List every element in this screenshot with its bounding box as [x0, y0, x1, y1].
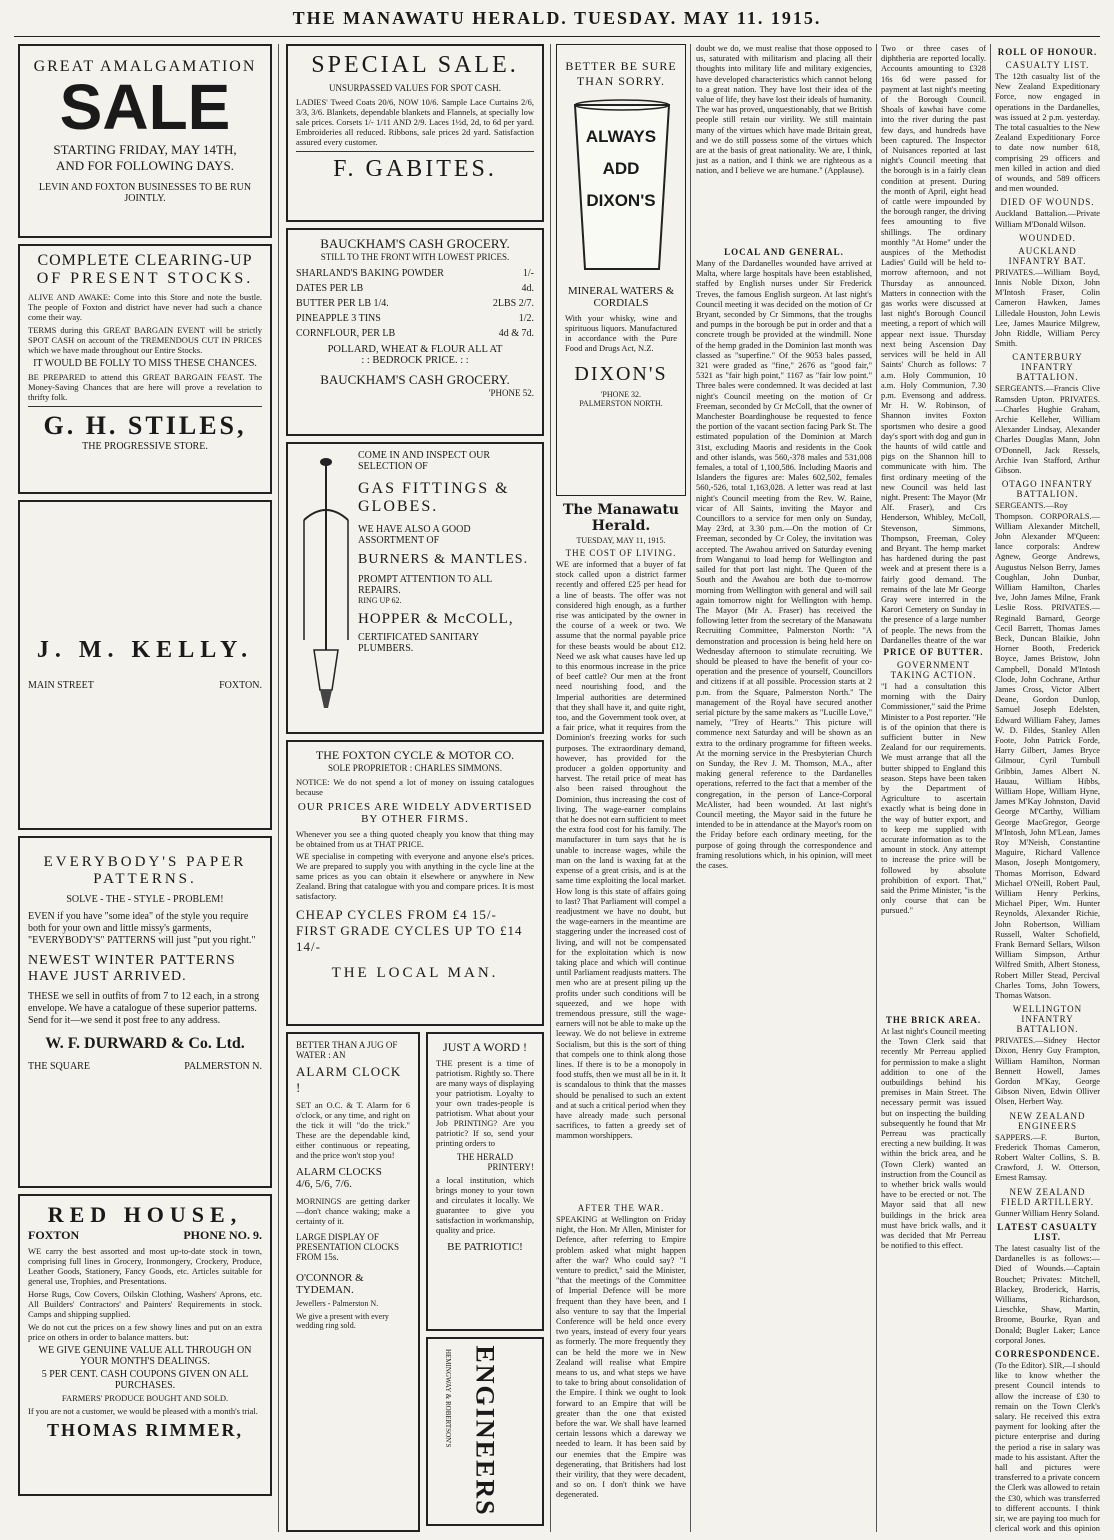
cycle-p2: OUR PRICES ARE WIDELY ADVERTISED BY OTHER FIRMS.	[297, 801, 533, 825]
gabites-name: F. GABITES.	[333, 156, 497, 182]
redhouse-left: FOXTON	[28, 1228, 80, 1242]
cycle-p1: NOTICE: We do not spend a lot of money on issuing catalogues because	[296, 777, 534, 797]
redhouse-h1: RED HOUSE,	[47, 1202, 243, 1227]
dixon-p1: With your whisky, wine and spirituous liquors. Manufactured in accordance with the Pure Food and Drugs Act, N.Z.	[565, 313, 677, 353]
cycle-h2: SOLE PROPRIETOR : CHARLES SIMMONS.	[327, 763, 503, 773]
local-general-heading: LOCAL AND GENERAL.	[724, 247, 844, 257]
correspondence-heading: CORRESPONDENCE.	[995, 1348, 1100, 1359]
price-item-label: DATES PER LB	[296, 283, 364, 294]
cycle-h3: CHEAP CYCLES FROM £4 15/-	[296, 907, 497, 922]
clock-l3: We give a present with every wedding ring sold.	[296, 1312, 389, 1330]
ad-sale	[18, 44, 272, 238]
word-h2: THE HERALD	[456, 1152, 514, 1162]
bauckham-p2: : : BEDROCK PRICE. : :	[361, 355, 469, 366]
sale-line2: STARTING FRIDAY, MAY 14TH,	[53, 142, 237, 157]
gas-lamp-icon	[296, 450, 358, 726]
engineers-name: HEMINGWAY & ROBERTSON'S	[444, 1348, 452, 1448]
ad-hopper	[286, 442, 544, 734]
after-war-heading: AFTER THE WAR.	[577, 1203, 665, 1213]
bauckham-price-item	[296, 266, 534, 281]
correspondence-text: (To the Editor). SIR,—I should like to know whether the present Council intends to allow the increase of £30 to remain on the Town Clerk's salary. He received this extra payment for looking after the picture enterprise and during the period a rise in salary was made to his assistant. After the hall and pictures were transferred to a private concern the Clerk was allowed to retain the £30, which was transferred to different accounts. I think sir, we are paying too much for clerical work and this opinion	[995, 1360, 1100, 1534]
butter-subheading: GOVERNMENT TAKING ACTION.	[890, 660, 977, 680]
hopper-l3: WE HAVE ALSO A GOOD ASSORTMENT OF	[358, 524, 471, 546]
auckland-heading: AUCKLAND INFANTRY BAT.	[1008, 245, 1087, 266]
stiles-p2: TERMS during this GREAT BARGAIN EVENT will be strictly SPOT CASH on account of the TREMENDOUS CUT IN PRICES which we have made throughout our Entire Stocks.	[28, 325, 262, 355]
price-item-value: 1/2.	[518, 313, 534, 324]
bauckham-h2: STILL TO THE FRONT WITH LOWEST PRICES.	[320, 252, 510, 262]
engineers-heading: NEW ZEALAND ENGINEERS	[1009, 1110, 1086, 1131]
ad-row-bottom	[286, 1032, 544, 1532]
price-item-value: 1/-	[522, 268, 534, 279]
column-rule	[690, 44, 691, 1532]
word-h3: PRINTERY!	[487, 1162, 534, 1172]
word-p1: THE present is a time of patriotism. Rightly so. There are many ways of displaying your patriotism. Loyalty to your own trades-people is patriotism. What about your Job PRINTING? Are you patriotic? If so, send your printing orders to	[436, 1058, 534, 1148]
engineers-big: ENGINEERS	[471, 1345, 500, 1517]
butter-text: "I had a consultation this morning with the Dairy Commissioner," said the Prime Minister to a Post reporter. "He is of the opinion that there is sufficient butter in New Zealand for our requirements. We must arrange that all the butter shipped to England this season. Steps have been taken by the Department of Agriculture to ascertain exactly what is being done in the way of butter export, and to keep me supplied with accurate information as to the amount in stock. Any attempt to increase the price will be followed by absolute prohibition of export. That," said the Prime Minister, "is the only course that can be pursued."	[881, 682, 986, 916]
latest-text: The latest casualty list of the Dardanelles is as follows:—Died of Wounds.—Captain Bouchet; Privates: Mitchell, Blackey, Broderick, Harris, Williams, Richardson, Lieschke, Shaw, Martin, Broome, Bourke, Ryan and Donald; Bugler Laker; Lance corporal Jones.	[995, 1243, 1100, 1345]
ad-word	[426, 1032, 544, 1331]
dixon-glass1: ALWAYS	[585, 127, 657, 146]
durward-right: PALMERSTON N.	[184, 1061, 262, 1072]
paper-title: The Manawatu Herald.	[563, 502, 679, 534]
clock-l1: BETTER THAN A JUG OF WATER : AN	[296, 1040, 398, 1060]
price-item-value: 2LBS 2/7.	[492, 298, 534, 309]
cycle-h4: FIRST GRADE CYCLES UP TO £14 14/-	[296, 923, 523, 954]
engineers-text: SAPPERS.—F. Burton, Frederick Thomas Cameron, Robert Walter Collins, S. B. Crawford, J. W. Otterson, Ernest Ramsay.	[995, 1132, 1100, 1183]
brick-heading: THE BRICK AREA.	[885, 1015, 982, 1025]
kelly-name: J. M. KELLY.	[36, 637, 254, 663]
ad-engineers	[426, 1337, 544, 1526]
price-item-value: 4d.	[521, 283, 534, 294]
casualty-heading: CASUALTY LIST.	[1005, 60, 1090, 70]
war-cont-text: doubt we do, we must realise that those opposed to us, saturated with militarism and placing all their thoughts into military life and military exigencies, have developed characteristics which cannot belong to a great nation. They have lost their idea of the value of life, they have lost their ideals of humanity. The war has proved, unquestionably, that we British people still retain our virility. We still maintain many of the virtues which have made Britain great, and we do still possess some of the virtues which are at the basis of great nationality. We are, I think, just as a nation, and I think we are righteous as a nation, and I believe we are humane." (Applause).	[696, 44, 872, 176]
bauckham-price-item	[296, 281, 534, 296]
column-6	[995, 44, 1100, 1534]
sale-big: SALE	[59, 71, 231, 143]
hopper-l5: RING UP 62.	[358, 596, 402, 605]
stiles-name: G. H. STILES,	[43, 411, 247, 440]
kelly-left: MAIN STREET	[28, 680, 94, 691]
redhouse-p5: 5 PER CENT. CASH COUPONS GIVEN ON ALL PURCHASES.	[41, 1369, 249, 1391]
dixon-glass2: ADD	[602, 159, 640, 178]
clock-h2: ALARM CLOCKS	[296, 1166, 382, 1178]
casualty-text: The 12th casualty list of the New Zealand Expeditionary Force, now engaged in operations in the Dardanelles, was issued at 2 p.m. yesterday. The total casualties to the New Zealand Expeditionary Force to date now number 618, comprising 29 officers and men killed in action and died of wounds, and 589 officers and men wounded.	[995, 72, 1100, 194]
price-item-label: PINEAPPLE 3 TINS	[296, 313, 381, 324]
stiles-p1: ALIVE AND AWAKE: Come into this Store and note the bustle. The people of Foxton and district have never had such a chance come their way.	[28, 292, 262, 322]
ad-redhouse	[18, 1194, 272, 1496]
auckland-text: PRIVATES.—William Boyd, Innis Noble Dixon, John M'Intosh Fraser, Colin Cameron Hawken, James Lilledale Houston, John Lewis Lee, James Maurice Milgrew, John Riddle, William Percy Smith.	[995, 267, 1100, 349]
hopper-name: HOPPER & McCOLL,	[358, 611, 514, 627]
durward-p1: EVEN if you have "some idea" of the style you require both for your own and little missy's garments, "EVERYBODY'S" PATTERNS will just "put you right."	[28, 911, 256, 946]
clock-p3: LARGE DISPLAY OF PRESENTATION CLOCKS FROM 15s.	[296, 1232, 400, 1262]
bauckham-price-item	[296, 326, 534, 341]
bauckham-name: BAUCKHAM'S CASH GROCERY.	[320, 372, 510, 387]
hopper-l1: COME IN AND INSPECT OUR	[358, 450, 491, 461]
bauckham-p1: POLLARD, WHEAT & FLOUR ALL AT	[327, 344, 503, 355]
redhouse-contact	[28, 1228, 262, 1243]
durward-name: W. F. DURWARD & Co. Ltd.	[45, 1035, 245, 1052]
brick-text: At last night's Council meeting the Town Clerk said that recently Mr Perreau applied for permission to make a slight addition to one of the outbuildings behind his premises in Main Street. The necessary permit was issued but on inspecting the building subsequently he found that Mr Perreau was practically erecting a new building. It was within the brick area, and he (Town Clerk) wanted an instruction from the Council as to whether brick walls would have to be erected or not. The Mayor said that all new buildings in the brick area must have brick walls, and it was decided that Mr Perreau be notified to this effect.	[881, 1027, 986, 1251]
durward-address	[28, 1059, 262, 1074]
cycle-h1: THE FOXTON CYCLE & MOTOR CO.	[315, 748, 515, 762]
hopper-l4: PROMPT ATTENTION TO ALL REPAIRS.	[358, 574, 492, 596]
ad-clock	[286, 1032, 420, 1532]
bauckham-phone: 'PHONE 52.	[488, 388, 534, 398]
price-item-label: BUTTER PER LB 1/4.	[296, 298, 389, 309]
died-text: Auckland Battalion.—Private William M'Donald Wilson.	[995, 209, 1100, 229]
roll-heading: ROLL OF HONOUR.	[997, 47, 1098, 57]
ad-kelly	[18, 500, 272, 830]
ad-bauckham	[286, 228, 544, 436]
column-3	[556, 44, 686, 1534]
cycle-p3: Whenever you see a thing quoted cheaply you know that thing may be obtained from us at THAT PRICE.	[296, 829, 534, 849]
column-rule	[990, 44, 991, 1532]
clock-name: O'CONNOR & TYDEMAN.	[296, 1272, 364, 1296]
artillery-text: Gunner William Henry Soland.	[995, 1208, 1100, 1218]
word-p2: a local institution, which brings money to your town and circulates it locally. We guarantee to give you satisfaction in workmanship, quality and price.	[436, 1175, 534, 1235]
glass-icon	[565, 97, 677, 277]
durward-h1: EVERYBODY'S PAPER	[43, 854, 247, 870]
cycle-p4: WE specialise in competing with everyone and anyone else's prices. We are prepared to supply you with anything in the cycle line at the same prices as you can obtain it elsewhere or anywhere in New Zealand. Bring that catalogue with you and compare prices. It is most satisfactory.	[296, 851, 534, 901]
dixon-town: PALMERSTON NORTH.	[579, 399, 663, 408]
bauckham-price-list	[296, 266, 534, 341]
price-item-label: CORNFLOUR, PER LB	[296, 328, 396, 339]
bauckham-h1: BAUCKHAM'S CASH GROCERY.	[320, 236, 510, 251]
column-4	[696, 44, 872, 1534]
after-war-text: SPEAKING at Wellington on Friday night, the Hon. Mr Allen, Minister for Defence, after referring to Empire problem asked what might happen after the war? Who could say? "I venture to predict," said the Minister, "that the meetings of the Committee of Imperial Defence will be more frequent than they have been, and I also venture to say that the Imperial Conference will be held once every two years, instead of every four years as formerly. The more frequently they can be held the more we in New Zealand will realise what Empire means to us, and what steps we have to take to bring about consolidation of the Empire. I think we ought to look forward to an Empire that will be greater than the one that existed before the war. We shall have learned certain lessons which a dareway we needed to learn. It has been said by our enemies that the Empire was degenerating, that Britishers had lost their virility, that they were decadent, and so on. I don't think we have degenerated.	[556, 1215, 686, 1500]
redhouse-name: THOMAS RIMMER,	[47, 1420, 243, 1440]
stiles-p3: IT WOULD BE FOLLY TO MISS THESE CHANCES.	[33, 358, 257, 369]
clock-l2: Jewellers - Palmerston N.	[296, 1299, 379, 1308]
column-5-visible	[881, 44, 986, 1534]
artillery-heading: NEW ZEALAND FIELD ARTILLERY.	[1000, 1186, 1095, 1207]
ad-stack	[426, 1032, 544, 1532]
leader-text: WE are informed that a buyer of fat stock called upon a district farmer recently and offered £25 per head for a line of beasts. The offer was not considered high enough, as a further rise was anticipated by the owner in the course of a week or two. We assume that the normal payable price for these beasts would be about £12. Need we ask what causes have led up to this enormous increase in the price of beef cattle? Our men at the front need nourishing food, and the Imperial authorities are determined that they shall have it, and quite right, too, and the Government took over, at a fair price, what it requires from the Dominion's freezing works for such purposes. The extraordinary demand, however, has provided for the producer a golden opportunity and harvest. The retail price of meat has also been raised throughout the Dominion, thus increasing the cost of living. The wage-earner complains that he does not earn sufficient to meet the extra food cost for his family. The manufacturer in turn says that he is unable to increase wages, while the man on the land is waxing fat at the expense of a great crisis, and is at the same time exploiting the local market. How long is this state of affairs going to last? That Parliament will compel a readjustment we have no doubt, but the wage-earners in the meantime are staggering under the increased cost of living, and will not be compensated for the exploitation which is now taking place and which will continue until Parliament readjusts matters. The men who are at present piling up the profits under such conditions will be squeezed, and we hope with tremendous pressure, still the wage-earners will not be able to make up the leeway. We do not believe in extreme Socialism, but this is the sort of thing that compels one to think along those lines. If there is to be a monopoly in food stuffs, then we must all be in it. It is scandalous to think that the masses should be penalised to such an extent and at such a critical period when they have already made such personal sacrifices, to fatten a greedy set of mammon worshippers.	[556, 560, 686, 1141]
clock-p1: SET an O.C. & T. Alarm for 6 o'clock, or any time, and right on the tick it will "do the trick." These are the dependable kind, either continuous or repeating, and the price won't stop you!	[296, 1100, 410, 1160]
clock-p2: MORNINGS are getting darker—don't chance waking; make a certainty of it.	[296, 1196, 410, 1226]
column-rule	[876, 44, 877, 1532]
durward-left: THE SQUARE	[28, 1061, 90, 1072]
ad-durward	[18, 836, 272, 1188]
stiles-sub: THE PROGRESSIVE STORE.	[82, 441, 208, 452]
price-item-value: 4d & 7d.	[498, 328, 534, 339]
redhouse-p7: If you are not a customer, we would be pleased with a month's trial.	[28, 1406, 258, 1416]
gabites-h2: UNSURPASSED VALUES FOR SPOT CASH.	[329, 83, 501, 93]
column-1	[18, 44, 272, 1534]
paper-date: TUESDAY, MAY 11, 1915.	[576, 536, 666, 545]
durward-h3: SOLVE - THE - STYLE - PROBLEM!	[66, 894, 224, 905]
redhouse-p1: WE carry the best assorted and most up-to-date stock in town, comprising full lines in Grocery, Ironmongery, Crockery, Produce, Leather Goods, Stationery, Fancy Goods, etc. Articles suitable for general use, Trophies, and Presentations.	[28, 1246, 262, 1286]
redhouse-p2: Horse Rugs, Cow Covers, Oilskin Clothing, Washers' Aprons, etc. All Builders' Contractors' and Painters' Requirements in stock. Camps and shipping supplied.	[28, 1289, 262, 1319]
dixon-glass3: DIXON'S	[586, 191, 656, 210]
kelly-right: FOXTON.	[219, 680, 262, 691]
hopper-h1: GAS FITTINGS & GLOBES.	[358, 480, 510, 515]
durward-h4: NEWEST WINTER PATTERNS HAVE JUST ARRIVED.	[28, 953, 236, 984]
otago-heading: OTAGO INFANTRY BATTALION.	[1001, 479, 1094, 500]
butter-heading: PRICE OF BUTTER.	[883, 647, 984, 657]
leader-heading: THE COST OF LIVING.	[565, 548, 677, 558]
stiles-h2: OF PRESENT STOCKS.	[36, 270, 254, 287]
wounded-heading: WOUNDED.	[1019, 232, 1076, 243]
ad-gabites	[286, 44, 544, 222]
dixon-phone: 'PHONE 32.	[600, 390, 642, 399]
column-rule	[550, 44, 551, 1532]
sale-line4: LEVIN AND FOXTON BUSINESSES TO BE RUN JOINTLY.	[38, 182, 252, 204]
clock-h1: ALARM CLOCK !	[296, 1064, 402, 1095]
hopper-sub: CERTIFICATED SANITARY PLUMBERS.	[358, 632, 479, 654]
sale-line3: AND FOR FOLLOWING DAYS.	[56, 158, 234, 173]
durward-p2: THESE we sell in outfits of from 7 to 12 each, in a strong envelope. We have a catalogue of these superior patterns. Send for it—we send it post free to any address.	[28, 991, 260, 1026]
local-general-text: Many of the Dardanelles wounded have arrived at Malta, where large hospitals have been established, staffed by English nurses under Sir Frederick Treves, the famous English surgeon. At last night's Council meeting it was decided on the motion of Cr Bryant, seconded by Cr Simmons, that the troughs and pumps in the borough be put in order and that a concrete trough be provided at the windmill. None of the hemp graded in the Dominion last month was classed as "superfine." Of the 9053 bales passed, 321 were graded as "fine," 2676 as "good fair," 5321 as "fair high point," 1167 as "fair low point." Three bales were condemned. It was decided at last night's Council meeting on the motion of Cr Freeman, seconded by Cr McColl, that the owner of Manchester Boardinghouse be requested to fence the portion of the vacant section facing Park St. The estimated population of the Dominion at March 31st, excluding Maoris and residents in the Cook and other islands, was 560,-378 males and 531,008 females, a total of 1,100,586. Including Maoris and Islanders the figures are: Males 602,502, females 560,-526, total 1,163,028. A letter was read at last night's Council meeting from the Rev. W. Raine, vicar of All Saints, inviting the Mayor and Councillors to a service for men only on Sunday, May 23rd, at 3.30 p.m.—On the motion of Cr Freeman, seconded by Cr Coley, the invitation was accepted. The Awahou arrived on Saturday evening from Wanganui to load hemp for Wellington and sailed for that port last night. The Queen of the South and the Awahou are both due to-morrow morning from Wellington with general and will sail again tomorrow night for Wellington with hemp. The Mayor (Mr A. Fraser) has received the following letter from the secretary of the Manawatu Recruiting Committee, Palmerston North: "A demonstration and procession is being held here on Wednesday afternoon to stimulate recruiting. We should be pleased to have the benefit of your co-operation and the presence of yourself, Councillors and citizens if at all possible. Procession starts at 2 p.m. from the Square, Palmerston North." The management of the Royal have secured another serial picture by the same makers as "Lucille Love," namely, "Trey of Hearts." This picture will commence next Saturday and will be shown as an extra to the ordinary programme for fifteen weeks. At the morning service in the Presbyterian Church on Sunday, the Rev J. M. Thomson, M.A., after making general reference to the Dardanelles operations, referred to the fact that a member of the congregation, in the person of Lance-Corporal McAlister, had been wounded. At last night's Council meeting, the Mayor said in the future he intended to be in attendance at the Mayor's room on the Friday before each ordinary meeting, for the purpose of going through the correspondence and framing resolutions which, in his opinion, will meet the cases.	[696, 259, 872, 870]
brief-news-text: Two or three cases of diphtheria are reported locally. Accounts amounting to £328 16s 6d were passed for payment at last night's meeting of the Borough Council. Shoals of kawhai have come into the river during the past few days, and hundreds have been captured. The Inspector of Nuisances reported at last night's Council meeting that the borough is in a fairly clean condition at present. During the month of April, eight head of cattle were impounded by the borough ranger, the driving fees amounting to five shillings. The ordinary monthly "At Home" under the auspices of the Methodist Ladies' Guild will be held to-morrow afternoon, and not Thursday as announced. Matters in connection with the gas works were discussed at last night's Borough Council meeting, a report of which will appear next issue. Thursday next being Ascension Day services will be held in All Saints' Church as follows: 7 a.m. Holy Communion, 10 a.m. Holy Communion, 7.30 p.m. Evensong and address. Mr H. W. Robinson, of Shannon invites Foxton sportsmen who desire a good day's sport with dog and gun in the haunts of wild cattle and pigs on the Shannon hill to communicate with him. The first ordinary meeting of the new Council was held last night. Present: The Mayor (Mr Alf. Fraser), and Crs Henderson, Whibley, McColl, Stevenson, Simmons, Thompson, Freeman, Coley and Bryant. The hemp market has hardened during the past week and at present there is a fairly good demand. The remains of the late Mr George Gray were interred in the Karori Cemetery on Sunday in the presence of a large number of people. The news from the Dardanelles theatre of the war	[881, 44, 986, 644]
latest-heading: LATEST CASUALTY LIST.	[997, 1221, 1098, 1242]
redhouse-right: PHONE NO. 9.	[183, 1228, 262, 1242]
masthead: THE MANAWATU HERALD. TUESDAY. MAY 11. 1915.	[292, 8, 822, 28]
word-h4: BE PATRIOTIC!	[447, 1241, 523, 1253]
canterbury-text: SERGEANTS.—Francis Clive Ramsden Upton. PRIVATES.—Charles Hughie Graham, Archie Kelleher, William Alexander Lindsay, Alexander Charles Douglas Mann, John O'Donnell, Jack Ressels, Archie Ivan Stafford, Arthur Gibson.	[995, 384, 1100, 476]
dixon-h2: MINERAL WATERS & CORDIALS	[567, 285, 675, 309]
redhouse-p6: FARMERS' PRODUCE BOUGHT AND SOLD.	[61, 1393, 229, 1403]
masthead-rule	[14, 36, 1100, 37]
died-heading: DIED OF WOUNDS.	[1000, 197, 1095, 208]
dixon-name: DIXON'S	[574, 363, 668, 385]
clock-prices: 4/6, 5/6, 7/6.	[296, 1178, 352, 1190]
hopper-h2: BURNERS & MANTLES.	[358, 552, 529, 567]
redhouse-p4: WE GIVE GENUINE VALUE ALL THROUGH ON YOUR MONTH'S DEALINGS.	[38, 1345, 252, 1367]
stiles-h1: COMPLETE CLEARING-UP	[37, 252, 253, 269]
ad-dixon	[556, 44, 686, 496]
durward-h2: PATTERNS.	[93, 871, 197, 887]
stiles-p4: BE PREPARED to attend this GREAT BARGAIN FEAST. The Money-Saving Chances that are here will prove a revelation to thrifty folk.	[28, 372, 262, 402]
wellington-text: PRIVATES.—Sidney Hector Dixon, Henry Guy Frampton, William Hamilton, Norman Bennett Howell, James Gordon M'Kay, George Gibson Niven, Edwin Olliver Olsen, Herbert Way.	[995, 1036, 1100, 1107]
price-item-label: SHARLAND'S BAKING POWDER	[296, 268, 444, 279]
word-h1: JUST A WORD !	[443, 1040, 527, 1054]
canterbury-heading: CANTERBURY INFANTRY BATTALION.	[1012, 352, 1083, 383]
gabites-h1: SPECIAL SALE.	[311, 52, 519, 78]
ad-stiles	[18, 244, 272, 494]
ad-cycle	[286, 740, 544, 1026]
cycle-name: THE LOCAL MAN.	[331, 965, 499, 981]
dixon-h1: BETTER BE SURE THAN SORRY.	[565, 59, 677, 88]
column-2	[286, 44, 544, 1534]
kelly-address	[28, 678, 262, 693]
wellington-heading: WELLINGTON INFANTRY BATTALION.	[1012, 1004, 1083, 1035]
column-rule	[278, 44, 279, 1532]
otago-text: SERGEANTS.—Roy Thompson. CORPORALS.—William Alexander Mitchell, John Alexander M'Queen: lance corporals: Andrew Agnew, George Andrews, Augustus Nelson Berry, James Coughlan, John Dunbar, William Hamilton, Charles Ive, John James Milne, Frank Leslie Ross. PRIVATES.—Reginald Barnard, George Cecil Barrett, Thomas James Beck, Duncan Blaikie, John Horner Booth, Frederick Boyce, James Bristow, John Campbell, Donald M'Intosh Clode, John Cochrane, Arthur James Cross, Victor Albert Deane, Gordon Dunlop, Samuel Joseph Edelsten, Edward William Fahey, James W. D. Fildes, Stanley Allen Foote, John Patrick Forde, Harry Gilbert, James Bryce Gilmour, Cyril Turnbull Gribbin, James Albert N. Hauau, William Hibbs, William Hope, William Hyne, James M'Kay Johnston, David George M'Carthy, William George MacGregor, George M'Intosh, John M'Lean, James Roy M'Neish, Constantine Maguire, Richard Vallence Mason, Joseph Montgomery, Thomas Morrison, Edward Michael O'Neill, Robert Paul, William Henry Perkins, Michael Piper, Wm. Hunter Reynolds, Alexander Richie, John Robertson, William Russell, Walter Schofield, Frank Bernard Sellars, Wilson William Simpson, Arthur Wilfred Smith, Albert Stoness, Robert Miller Stead, Percival Charles Toms, John Towers, Thomas Watson.	[995, 501, 1100, 1001]
gabites-p1: LADIES' Tweed Coats 20/6, NOW 10/6. Sample Lace Curtains 2/6, 3/3, 3/6. Blankets, dependable blankets and Flannels, at specially low sale prices. Corsets 1/- 1/11 AND 2/9. Laces 1½d, 2d, to 6d per yard. Embroideries all reduced. Ribbons, sale prices 2d yard. Satisfaction assured every customer.	[296, 97, 534, 147]
redhouse-p3: We do not cut the prices on a few showy lines and put on an extra price on others in order to balance matters. but:	[28, 1322, 262, 1342]
hopper-l2: SELECTION OF	[358, 461, 428, 472]
sale-line1: GREAT AMALGAMATION	[33, 58, 257, 75]
bauckham-price-item	[296, 311, 534, 326]
bauckham-price-item	[296, 296, 534, 311]
